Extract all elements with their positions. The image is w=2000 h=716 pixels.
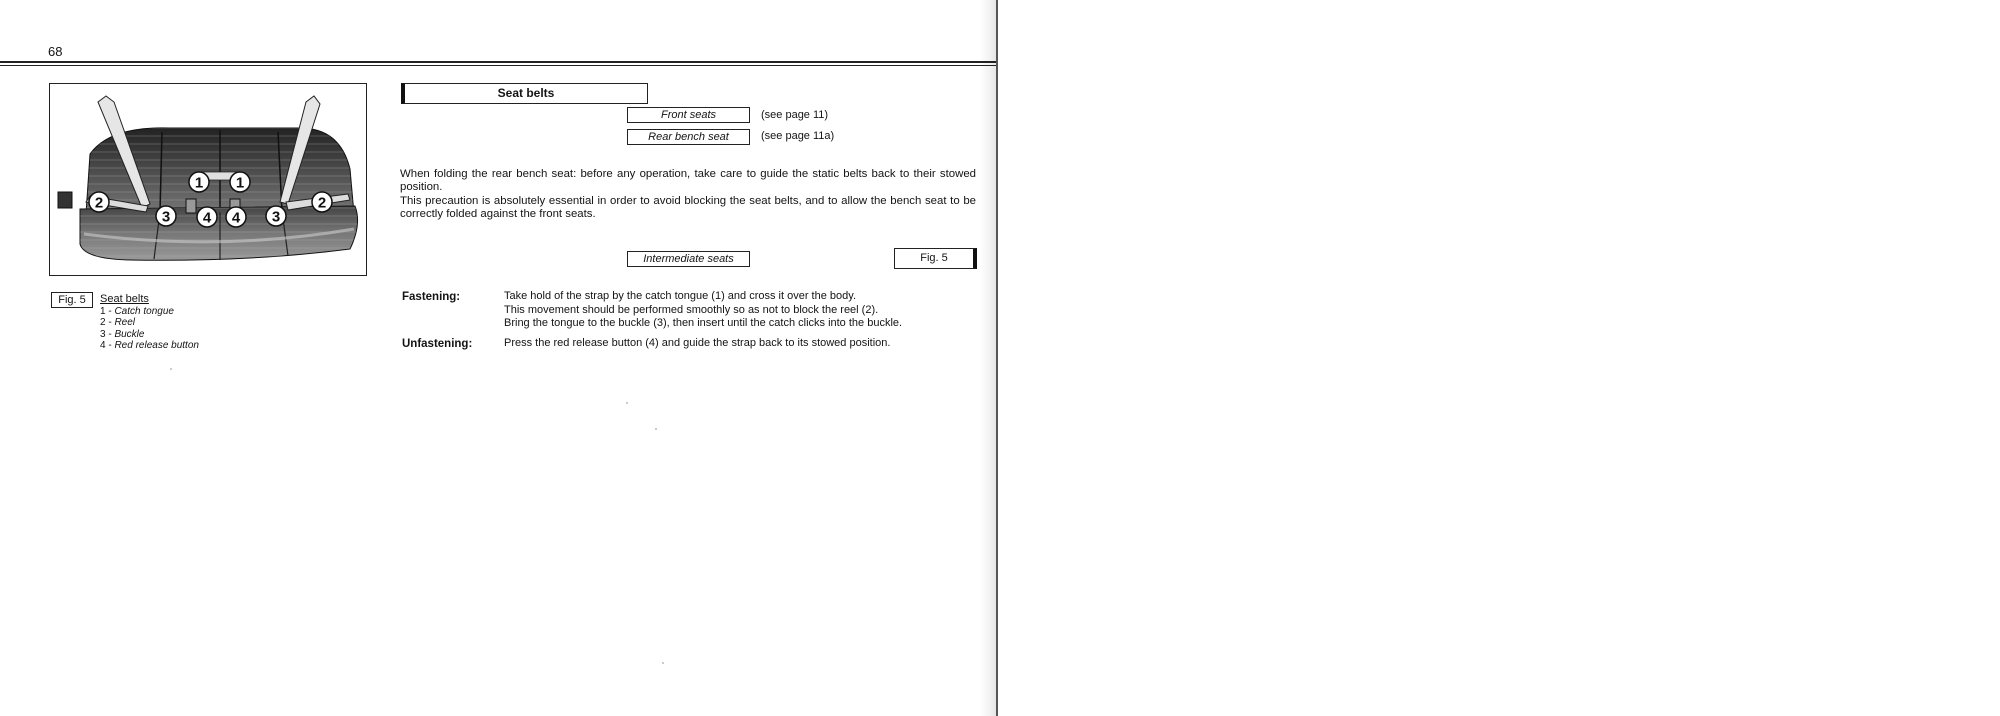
unfastening-label: Unfastening: [402, 338, 473, 350]
caption-title: Seat belts [100, 293, 149, 305]
unfastening-text [504, 337, 890, 351]
svg-text:1: 1 [194, 174, 204, 192]
unfastening-line: Press the red release button (4) and guide the strap back to its stowed position. [504, 337, 891, 349]
link-rear-bench-seat-ref: (see page 11a) [761, 130, 835, 142]
section-heading: Seat belts [401, 83, 648, 104]
link-front-seats-ref: (see page 11) [761, 109, 829, 121]
callout-1b [230, 172, 250, 192]
header-rule [0, 61, 996, 63]
caption-fig-ref: Fig. 5 [51, 292, 93, 308]
fastening-line: This movement should be performed smoothly so as not to block the reel (2). [504, 303, 879, 316]
link-rear-bench-seat[interactable]: Rear bench seat [627, 129, 750, 145]
callout-2b [312, 192, 332, 212]
svg-text:1: 1 [235, 174, 245, 192]
left-page [0, 0, 996, 716]
scan-speck [655, 428, 657, 430]
fastening-line: Bring the tongue to the buckle (3), then insert until the catch clicks into the buckle. [504, 317, 903, 329]
right-page-blank [998, 0, 2000, 716]
paragraph: When folding the rear bench seat: before any operation, take care to guide the static belts back to their stowed position. [400, 168, 976, 194]
header-rule-thin [0, 65, 996, 66]
callout-4b [226, 207, 246, 227]
callout-2a [89, 192, 109, 212]
callout-3b [266, 206, 286, 226]
scan-speck [662, 662, 664, 664]
link-intermediate-seats[interactable]: Intermediate seats [627, 251, 750, 267]
fig-ref-box: Fig. 5 [894, 248, 977, 269]
folding-instructions [400, 168, 976, 222]
fastening-line: Take hold of the strap by the catch tongue (1) and cross it over the body. [504, 290, 856, 302]
svg-text:4: 4 [202, 209, 212, 227]
svg-text:3: 3 [271, 208, 281, 226]
page-fold-shadow [980, 0, 996, 716]
scan-speck [626, 402, 628, 404]
svg-text:2: 2 [94, 194, 104, 212]
link-front-seats[interactable]: Front seats [627, 107, 750, 123]
paragraph: This precaution is absolutely essential in order to avoid blocking the seat belts, and to allow the bench seat to be correctly folded against the front seats. [400, 194, 976, 221]
seat-belt-figure [49, 83, 367, 276]
fastening-text [504, 290, 902, 331]
legend-item: 2 - Reel [100, 317, 136, 329]
bench-seat-illustration [50, 84, 367, 276]
svg-text:3: 3 [161, 208, 171, 226]
callout-3a [156, 206, 176, 226]
callout-1a [189, 172, 209, 192]
fastening-label: Fastening: [402, 291, 461, 303]
callout-4a [197, 207, 217, 227]
legend-item: 3 - Buckle [100, 328, 145, 340]
svg-text:2: 2 [317, 194, 327, 212]
page-number: 68 [48, 44, 63, 59]
scan-speck [170, 368, 172, 370]
legend-item: 4 - Red release button [100, 339, 199, 351]
legend-item: 1 - Catch tongue [100, 306, 174, 317]
svg-text:4: 4 [231, 209, 241, 227]
caption-legend [100, 306, 199, 351]
